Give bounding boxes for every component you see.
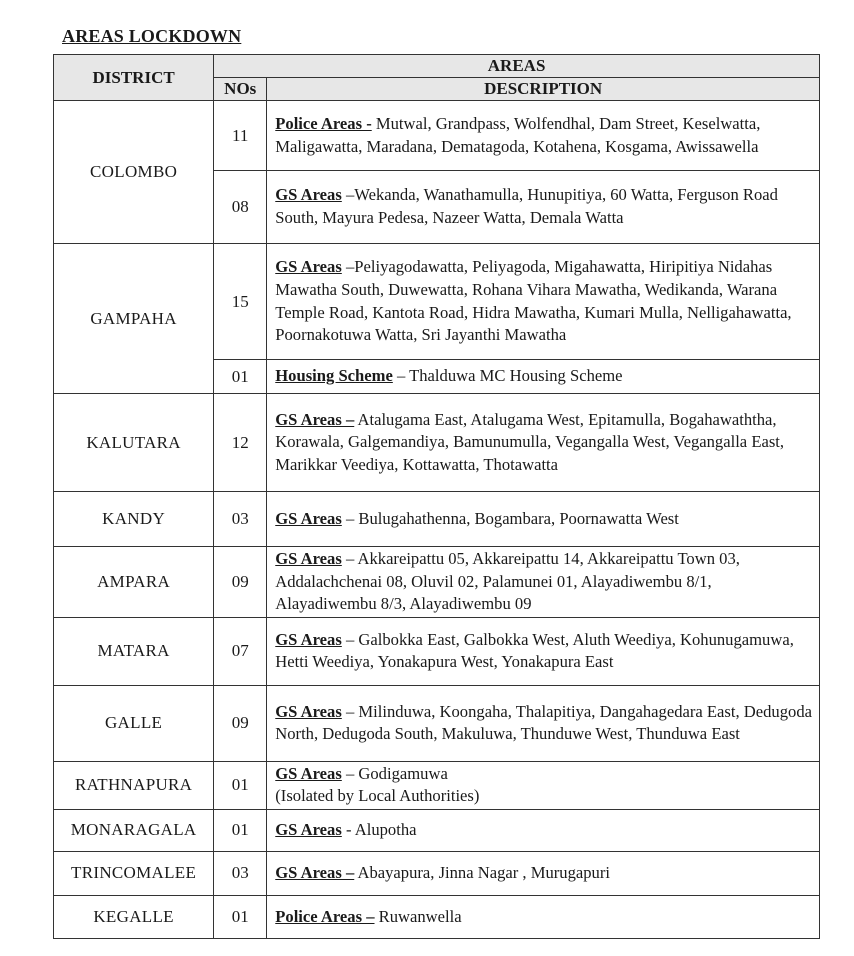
area-list-text: – Bulugahathenna, Bogambara, Poornawatta West [341,508,679,528]
count-cell: 03 [214,851,267,895]
district-cell: MONARAGALA [54,809,214,851]
count-cell: 11 [214,101,267,171]
count-cell: 01 [214,895,267,938]
count-cell: 07 [214,617,267,685]
area-type-label: GS Areas [275,257,342,277]
table-row [54,547,820,618]
table-row [54,101,820,171]
area-list-text: – Thalduwa MC Housing Scheme [392,366,623,386]
lockdown-table [53,54,820,939]
count-cell: 15 [214,244,267,360]
page-title: AREAS LOCKDOWN [62,26,242,46]
description-cell [267,244,820,360]
district-cell: KEGALLE [54,895,214,938]
description-header: DESCRIPTION [267,78,820,101]
area-type-label: GS Areas [275,549,342,568]
district-cell: MATARA [54,617,214,685]
table-row [54,851,820,895]
area-list-text: Ruwanwella [374,906,462,926]
area-list-text: – Akkareipattu 05, Akkareipattu 14, Akkareipattu Town 03, Addalachchenai 08, Oluvil 02, Palamunei 01, Alayadiwembu 8/1, Alayadiwembu 8/3, Alayadiwembu 09 [275,549,740,614]
area-type-label: Police Areas – [275,906,375,926]
table-row [54,685,820,761]
count-cell: 12 [214,394,267,492]
area-type-label: GS Areas [275,701,342,721]
description-cell [267,171,820,244]
area-type-label: GS Areas [275,185,342,205]
count-cell: 01 [214,809,267,851]
district-cell: GALLE [54,685,214,761]
district-cell: KALUTARA [54,394,214,492]
description-cell [267,895,820,938]
district-cell: GAMPAHA [54,244,214,394]
area-list-text: Abayapura, Jinna Nagar , Murugapuri [354,863,610,883]
table-row [54,244,820,360]
table-row [54,809,820,851]
area-list-text: Mutwal, Grandpass, Wolfendhal, Dam Street, Keselwatta, Maligawatta, Maradana, Dematagoda, Kotahena, Kosgama, Awissawella [275,113,761,156]
area-list-text: - Alupotha [341,820,417,840]
area-type-label: GS Areas – [275,863,355,883]
description-cell [267,685,820,761]
table-row [54,492,820,547]
area-list-text: – Milinduwa, Koongaha, Thalapitiya, Dangahagedara East, Dedugoda North, Dedugoda South, Makuluwa, Thunduwe West, Thunduwa East [275,701,812,744]
area-type-label: GS Areas [275,508,342,528]
district-cell: RATHNAPURA [54,761,214,809]
areas-header: AREAS [214,55,820,78]
count-cell: 01 [214,360,267,394]
area-type-label: Housing Scheme [275,366,393,386]
table-row [54,895,820,938]
nos-header: NOs [214,78,267,101]
area-type-label: GS Areas [275,629,342,649]
area-type-label: Police Areas - [275,113,372,133]
description-cell [267,617,820,685]
district-cell: TRINCOMALEE [54,851,214,895]
description-cell [267,394,820,492]
table-row [54,617,820,685]
table-row [54,761,820,809]
count-cell: 08 [214,171,267,244]
district-cell: COLOMBO [54,101,214,244]
count-cell: 09 [214,685,267,761]
area-note: (Isolated by Local Authorities) [275,786,480,806]
area-type-label: GS Areas – [275,409,355,429]
count-cell: 09 [214,547,267,618]
description-cell [267,761,820,809]
area-list-text: –Wekanda, Wanathamulla, Hunupitiya, 60 Watta, Ferguson Road South, Mayura Pedesa, Nazeer Watta, Demala Watta [275,185,778,227]
count-cell: 01 [214,761,267,809]
area-type-label: GS Areas [275,763,342,783]
description-cell [267,547,820,618]
district-cell: KANDY [54,492,214,547]
table-body [54,101,820,939]
area-type-label: GS Areas [275,820,342,840]
area-list-text: – Galbokka East, Galbokka West, Aluth Weediya, Kohunugamuwa, Hetti Weediya, Yonakapura West, Yonakapura East [275,629,794,672]
table-row [54,394,820,492]
description-cell [267,809,820,851]
district-cell: AMPARA [54,547,214,618]
count-cell: 03 [214,492,267,547]
description-cell [267,360,820,394]
description-cell [267,851,820,895]
area-list-text: Atalugama East, Atalugama West, Epitamulla, Bogahawaththa, Korawala, Galgemandiya, Bamunumulla, Vegangalla West, Vegangalla East, Marikkar Veediya, Kottawatta, Thotawatta [275,409,785,474]
area-list-text: – Godigamuwa [341,763,448,783]
description-cell [267,101,820,171]
description-cell [267,492,820,547]
area-list-text: –Peliyagodawatta, Peliyagoda, Migahawatta, Hiripitiya Nidahas Mawatha South, Duwewatta, Rohana Vihara Mawatha, Wedikanda, Warana Temple Road, Kantota Road, Hidra Mawatha, Kumari Mulla, Nelligahawatta, Poornakotuwa Watta, Sri Jayanthi Mawatha [275,257,792,345]
district-header: DISTRICT [54,55,214,101]
